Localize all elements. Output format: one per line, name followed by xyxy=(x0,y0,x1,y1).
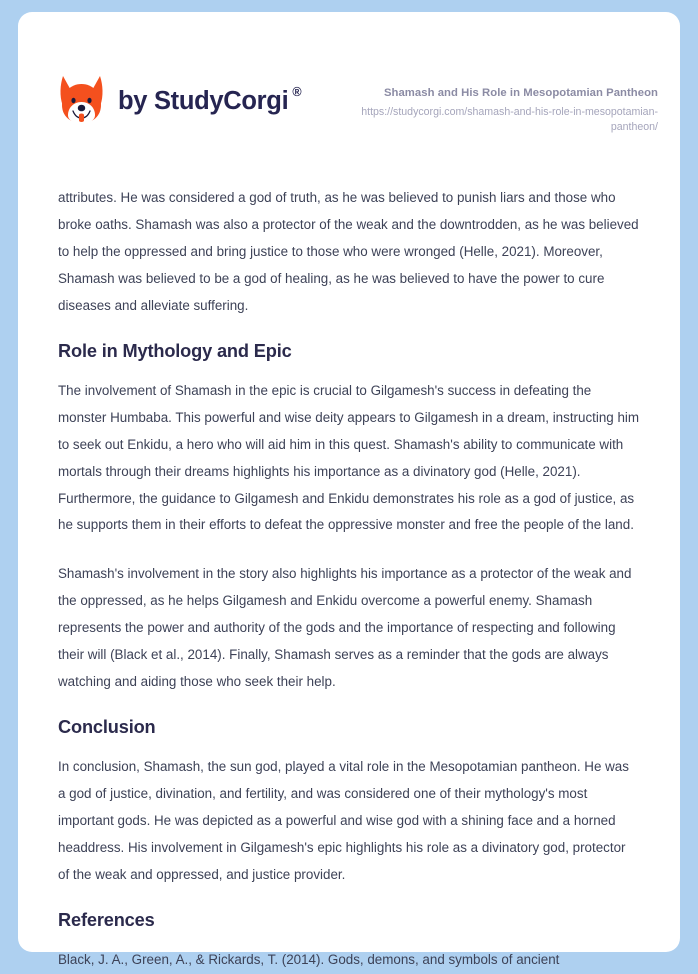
document-body xyxy=(18,185,680,974)
document-header xyxy=(18,12,680,135)
studycorgi-brand[interactable] xyxy=(58,72,301,124)
section-heading-references: References xyxy=(58,910,155,931)
section-heading-mythology: Role in Mythology and Epic xyxy=(58,341,292,362)
document-page-card xyxy=(18,12,680,968)
corgi-face-icon xyxy=(58,74,105,124)
reference-entry: Black, J. A., Green, A., & Rickards, T. (2014). Gods, demons, and symbols of ancient xyxy=(58,952,560,968)
brand-wordmark xyxy=(118,83,301,115)
page-title: Shamash and His Role in Mesopotamian Pantheon xyxy=(383,87,658,99)
paragraph: The involvement of Shamash in the epic is crucial to Gilgamesh's success in defeating the monster Humbaba. This powerful and wise deity appears to Gilgamesh in a dream, instructing him to seek out Enkidu, a hero who will aid him in this quest. Shamash's ability to communicate with mortals through their dreams highlights his importance as a divinatory god (Helle, 2021). Furthermore, the guidance to Gilgamesh and Enkidu demonstrates his role as a god of justice, as he supports them in their efforts to defeat the oppressive monster and free the people of the land. xyxy=(58,383,640,533)
brand-wordmark-text: by StudyCorgi xyxy=(118,87,289,116)
registered-trademark-icon: ® xyxy=(292,85,302,100)
page-url[interactable]: https://studycorgi.com/shamash-and-his-role-in-mesopotamian-pantheon/ xyxy=(361,106,658,134)
paragraph: Shamash's involvement in the story also highlights his importance as a protector of the weak and the oppressed, as he helps Gilgamesh and Enkidu overcome a powerful enemy. Shamash represents the power and authority of the gods and the importance of respecting and following their will (Black et al., 2014). Finally, Shamash serves as a reminder that the gods are always watching and aiding those who seek their help. xyxy=(58,566,632,689)
header-document-meta xyxy=(328,72,658,135)
section-heading-conclusion: Conclusion xyxy=(58,717,156,738)
paragraph: In conclusion, Shamash, the sun god, played a vital role in the Mesopotamian pantheon. He was a god of justice, divination, and fertility, and was considered one of their mythology's most important gods. He was depicted as a powerful and wise god with a shining face and a horned headdress. His involvement in Gilgamesh's epic highlights his role as a divinatory god, protector of the weak and oppressed, and justice provider. xyxy=(58,759,629,882)
intro-paragraph: attributes. He was considered a god of truth, as he was believed to punish liars and those who broke oaths. Shamash was also a protector of the weak and the downtrodden, as he was believed to help the oppressed and bring justice to those who were wronged (Helle, 2021). Moreover, Shamash was believed to be a god of healing, as he was believed to have the power to cure diseases and alleviate suffering. xyxy=(58,190,639,313)
